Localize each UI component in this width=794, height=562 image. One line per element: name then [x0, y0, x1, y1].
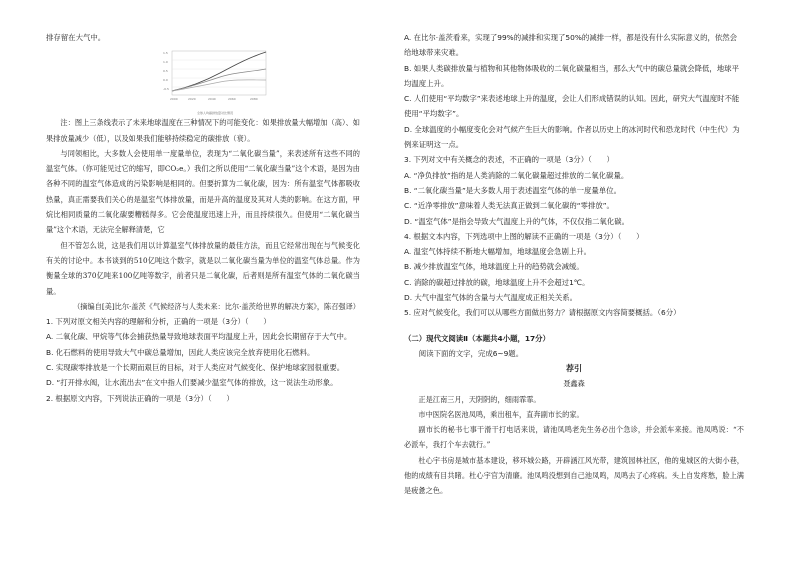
- top-line: 排存留在大气中。: [46, 33, 106, 42]
- question-1-option-d: D. “打开排水阀，让水流出去”在文中指人们要减少温室气体的排放，这一说法生动形象。: [46, 378, 338, 388]
- question-2-stem: 2. 根据原文内容，下列说法正确的一项是（3分）（ ）: [46, 393, 234, 403]
- temperature-chart-svg: [160, 47, 270, 109]
- question-3-option-c: C. “近净零排放”意味着人类无法真正做到二氧化碳的“零排放”。: [404, 201, 614, 211]
- passage-citation: （摘编自[美]比尔·盖茨《气候经济与人类未来：比尔·盖茨给世界的解决方案》，陈召强译）: [73, 301, 360, 311]
- passage-paragraph-2: 但不管怎么说，这是我们用以计算温室气体排放量的最佳方法，而且它经常出现在与气候变化有关的讨论中。本书谈到的510亿吨这个数字，就是以二氧化碳当量为单位的温室气体总量。作为衡量全球的370亿吨来100亿吨等数字，前者只是二氧化碳，后者则是所有温室气体的二氧化碳当量。: [46, 240, 360, 296]
- question-3-stem: 3. 下列对文中有关概念的表述，不正确的一项是（3分）（ ）: [404, 155, 614, 165]
- question-4-option-b: B. 减少排放温室气体，地球温度上升的趋势就会减缓。: [404, 262, 584, 272]
- story-paragraph-2: 市中医院名医池凤鸣，乘出租车，直奔副市长的家。: [418, 409, 584, 419]
- svg-text:-0.5: -0.5: [163, 87, 169, 92]
- question-1-option-b: B. 化石燃料的使用导致大气中碳总量增加，因此人类应该完全放弃使用化石燃料。: [46, 347, 315, 357]
- chart-caption: 全球人均碳排放量对比情况: [196, 111, 233, 116]
- svg-text:2080: 2080: [250, 97, 258, 102]
- question-1-option-c: C. 实现碳零排放是一个长期而艰巨的目标，对于人类应对气候变化、保护地球家园很重要。: [46, 363, 345, 373]
- temperature-chart: [160, 47, 270, 116]
- svg-text:1.5: 1.5: [163, 51, 168, 56]
- question-3-option-a: A. “净负排放”指的是人类消除的二氧化碳量超过排放的二氧化碳量。: [404, 170, 629, 180]
- svg-text:2000: 2000: [170, 97, 178, 102]
- story-paragraph-4: 杜心宇书房是城市基本建设，移环城公路，开辟涵江风光带，建筑园林社区，他的鬼城区的大街小巷，他的成绩有目共睹。杜心宇官为清廉。池凤鸣没想到自己池凤鸣，凤鸣去了心疼病。头上自发疼愁，脸上满是疲惫之色。: [404, 455, 744, 496]
- question-3-option-b: B. “二氧化碳当量”是大多数人用于表述温室气体的单一度量单位。: [404, 185, 621, 195]
- chart-line-low: [172, 80, 266, 91]
- question-2-option-d: D. 全球温度的小幅度变化会对气候产生巨大的影响。作者以历史上的冰河时代和恐龙时代（中生代）为例来证明这一点。: [404, 124, 740, 150]
- svg-text:2060: 2060: [228, 97, 236, 102]
- svg-text:2020: 2020: [188, 97, 196, 102]
- right-column: [404, 30, 744, 499]
- question-5-stem: 5. 应对气候变化，我们可以从哪些方面做出努力？请根据原文内容简要概括。（6分）: [404, 308, 681, 318]
- question-1-option-a: A. 二氧化碳、甲烷等气体会捕获热量导致地球表面平均温度上升，因此会长期留存于大气中。: [46, 332, 352, 342]
- story-author: 聂鑫森: [563, 379, 585, 389]
- question-4-option-a: A. 温室气体持续不断地大幅增加，地球温度会急剧上升。: [404, 247, 592, 257]
- question-2-option-a: A. 在比尔·盖茨看来，实现了99%的减排和实现了50%的减排一样，都是没有什么实际意义的，依然会给地球带来灾难。: [404, 33, 738, 58]
- section-instruction: 阅读下面的文字，完成6~9题。: [418, 348, 524, 358]
- story-paragraph-3: 副市长的秘书七事干滑干打电话来说，请池凤鸣老先生务必出个急诊，并会派车来接。池凤鸣说：“不必派车，我打个车去就行。”: [404, 425, 744, 450]
- question-2-option-b: B. 如果人类碳排放量与植物和其他物体吸收的二氧化碳量相当，那么大气中的碳总量就会降低，地球平均温度上升。: [404, 63, 739, 88]
- svg-text:0.5: 0.5: [163, 69, 168, 74]
- left-column: [46, 30, 360, 406]
- chart-ticks: [163, 51, 258, 101]
- chart-line-high: [172, 52, 266, 91]
- section-title: （二）现代文阅读Ⅱ（本题共4小题，17分）: [404, 333, 550, 343]
- story-paragraph-1: 正是江南三月，天阴阴的，细雨霏霏。: [418, 394, 541, 404]
- svg-text:0.0: 0.0: [163, 78, 168, 83]
- chart-note: 注：图上三条线表示了未来地球温度在三种情况下的可能变化：如果排放量大幅增加（高）、如果排放量减少（低），以及如果我们能够持续稳定的碳排放（衰）。: [46, 118, 360, 143]
- story-title: 荐引: [566, 363, 582, 374]
- passage-paragraph-1: 与同领相比，大多数人会使用单一度量单位，表现为“二氧化碳当量”，来表述所有这些不同的温室气体。（你可能见过它的缩写，即CO₂e。）我们之所以使用“二氧化碳当量”这个术语，是因为由各种不同的温室气体造成的污染影响是相同的。但要折算为二氧化碳，因为：所有温室气体都吸收热量，真正需要我们关心的是温室气体排放量，而是升高的温度及其对人类的影响。在这方面，甲烷比相同质量的二氧化碳要糟糕得多。它会使温度迅速上升，而且持续很久。但使用“二氧化碳当量”这个术语，无法完全解释清楚，它: [46, 148, 360, 235]
- svg-text:2040: 2040: [208, 97, 216, 102]
- question-4-stem: 4. 根据文本内容，下列选项中上图的解读不正确的一项是（3分）（ ）: [404, 231, 644, 241]
- svg-text:1.0: 1.0: [163, 60, 168, 65]
- question-3-option-d: D. “温室气体”是指会导致大气温度上升的气体，不仅仅指二氧化碳。: [404, 216, 629, 226]
- question-4-option-d: D. 大气中温室气体的含量与大气温度成正相关关系。: [404, 293, 577, 303]
- question-1-stem: 1. 下列对原文相关内容的理解和分析，正确的一项是（3分）（ ）: [46, 317, 271, 327]
- question-4-option-c: C. 消除的碳超过排放的碳，地球温度上升不会超过1℃。: [404, 277, 590, 287]
- question-2-option-c: C. 人们使用“平均数字”来表述地球上升的温度，会让人们形成错误的认知。因此，研究大气温度时不能使用“平均数字”。: [404, 94, 740, 119]
